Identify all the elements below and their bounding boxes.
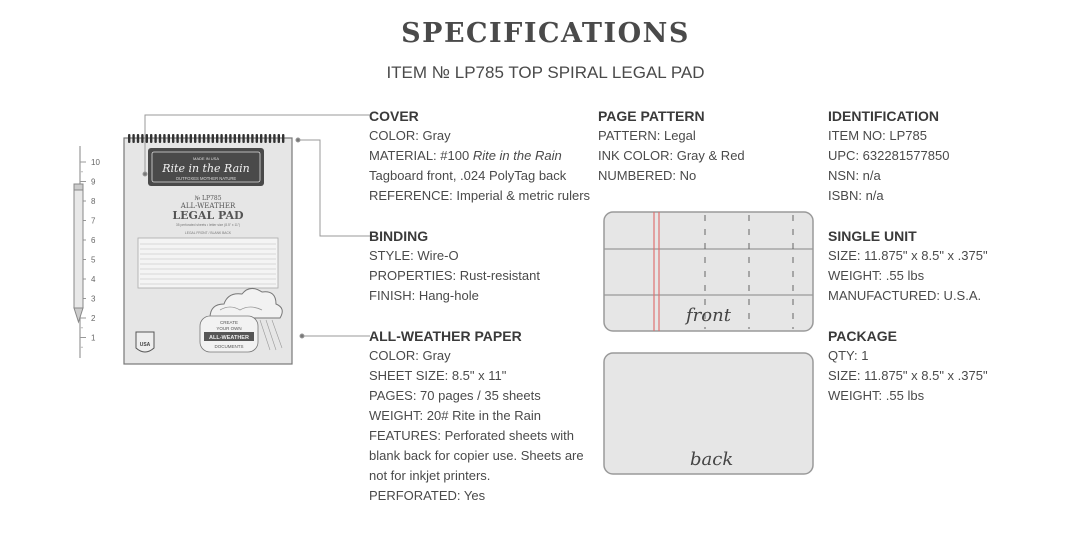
single-unit-size: SIZE: 11.875" x 8.5" x .375" (828, 248, 988, 263)
package-qty: QTY: 1 (828, 348, 869, 363)
identification-item-no: ITEM NO: LP785 (828, 128, 927, 143)
package-size: SIZE: 11.875" x 8.5" x .375" (828, 368, 988, 383)
paper-features: FEATURES: Perforated sheets with blank back for copier use. Sheets are not for inkjet printers. (369, 428, 584, 483)
paper-section (369, 326, 584, 506)
package-weight: WEIGHT: .55 lbs (828, 388, 925, 403)
ruler-number: 2 (91, 314, 96, 323)
cover-section (369, 106, 590, 206)
package-section (828, 326, 988, 406)
single-unit-heading: SINGLE UNIT (828, 228, 917, 244)
package-heading: PACKAGE (828, 328, 897, 344)
binding-style: STYLE: Wire-O (369, 248, 459, 263)
cover-material-line2: Tagboard front, .024 PolyTag back (369, 168, 567, 183)
ruler-number: 7 (91, 216, 96, 226)
cover-color: COLOR: Gray (369, 128, 451, 143)
paper-perforated: PERFORATED: Yes (369, 488, 486, 503)
identification-isbn: ISBN: n/a (828, 188, 884, 203)
paper-sheet-size: SHEET SIZE: 8.5" x 11" (369, 368, 507, 383)
cloud-text1: CREATE (220, 320, 238, 325)
binding-finish: FINISH: Hang-hole (369, 288, 479, 303)
page-pattern-heading: PAGE PATTERN (598, 108, 705, 124)
page-pattern-numbered: NUMBERED: No (598, 168, 697, 183)
ruler-number: 1 (91, 333, 96, 343)
usa-badge-icon (136, 332, 154, 352)
pad-line1: ALL-WEATHER (180, 202, 236, 210)
identification-upc: UPC: 632281577850 (828, 148, 950, 163)
pencil-icon (74, 184, 83, 322)
ruler-number: 3 (91, 294, 96, 304)
cover-material: MATERIAL: #100 Rite in the Rain (369, 148, 562, 163)
ruler-number: 8 (91, 197, 96, 206)
badge-top: MADE IN USA (192, 156, 220, 161)
single-unit-manufactured: MANUFACTURED: U.S.A. (828, 288, 982, 303)
single-unit-weight: WEIGHT: .55 lbs (828, 268, 925, 283)
ruler-number: 6 (91, 236, 96, 245)
back-label: back (690, 449, 734, 470)
page-pattern-section (598, 106, 745, 186)
identification-nsn: NSN: n/a (828, 168, 881, 183)
cover-reference: REFERENCE: Imperial & metric rulers (369, 188, 591, 203)
page-pattern-ink: INK COLOR: Gray & Red (598, 148, 745, 163)
cloud-text4: DOCUMENTS (214, 344, 244, 349)
brand-logo-text: Rite in the Rain (162, 162, 250, 175)
paper-heading: ALL-WEATHER PAPER (369, 328, 522, 344)
paper-weight: WEIGHT: 20# Rite in the Rain (369, 408, 541, 423)
ruler-number: 5 (91, 255, 96, 265)
brand-tagline: OUTFOXES MOTHER NATURE (175, 176, 237, 181)
identification-heading: IDENTIFICATION (828, 108, 939, 124)
cover-heading: COVER (369, 108, 419, 124)
ruler-number: 10 (91, 158, 100, 167)
binding-properties: PROPERTIES: Rust-resistant (369, 268, 540, 283)
cloud-text2: YOUR OWN (216, 326, 242, 331)
pad-item-no: № LP785 (194, 195, 222, 202)
identification-section (828, 106, 949, 206)
paper-pages: PAGES: 70 pages / 35 sheets (369, 388, 541, 403)
product-illustration (70, 110, 370, 375)
binding-heading: BINDING (369, 228, 429, 244)
usa-text: USA (139, 342, 151, 348)
single-unit-section (828, 226, 988, 306)
page-title: SPECIFICATIONS (401, 18, 690, 49)
ruler-number: 4 (91, 275, 96, 284)
page-pattern-pattern: PATTERN: Legal (598, 128, 696, 143)
pad-small-text: 35 perforated sheets • letter size (8.5" x 11") (175, 223, 241, 227)
page-subtitle: ITEM № LP785 TOP SPIRAL LEGAL PAD (386, 63, 705, 82)
ruler-number: 9 (91, 177, 96, 187)
pad-small-text2: LEGAL FRONT / BLANK BACK (184, 231, 232, 235)
cloud-text3: ALL-WEATHER (209, 335, 249, 341)
front-label: front (686, 305, 731, 326)
binding-section (369, 226, 540, 306)
pad-line2: LEGAL PAD (172, 209, 244, 222)
paper-color: COLOR: Gray (369, 348, 451, 363)
